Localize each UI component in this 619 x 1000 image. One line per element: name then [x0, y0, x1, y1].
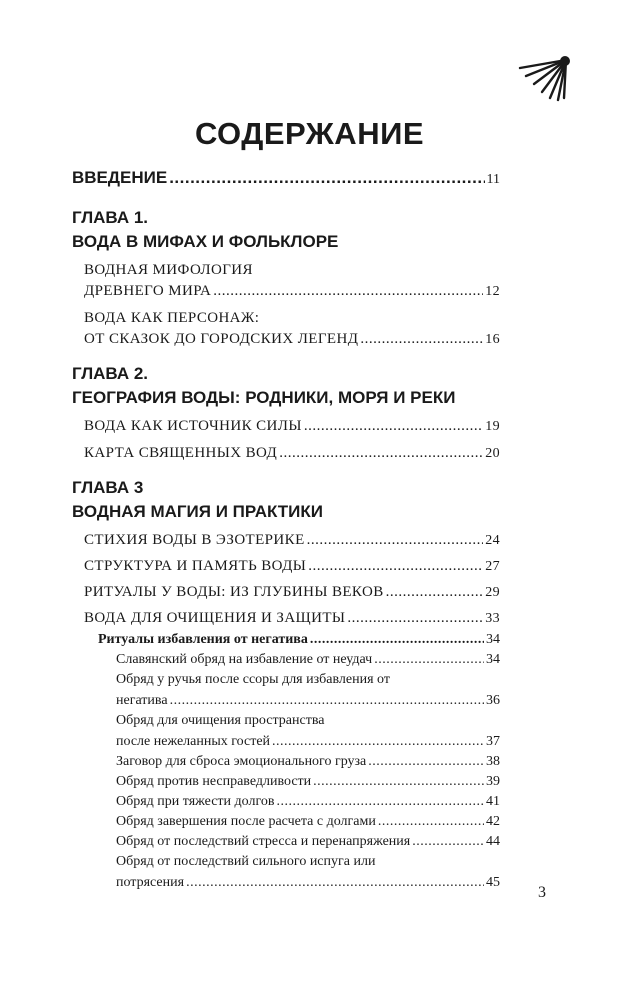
- chapter-title: ВОДНАЯ МАГИЯ И ПРАКТИКИ: [72, 502, 323, 521]
- sunburst-logo-icon: [518, 56, 570, 102]
- leader-dots: [310, 629, 484, 650]
- toc-page-number: 24: [485, 533, 500, 548]
- toc-entry-label: ВВЕДЕНИЕ: [72, 168, 168, 187]
- toc-entry-label: Обряд от последствий стресса и перенапряжения: [116, 834, 411, 849]
- toc-entry-label: ОТ СКАЗОК ДО ГОРОДСКИХ ЛЕГЕНД: [84, 331, 359, 347]
- toc-page-number: 34: [486, 652, 500, 667]
- chapter-number: ГЛАВА 3: [72, 478, 144, 497]
- toc-page-number: 39: [486, 774, 500, 789]
- toc-entry-label: Обряд против несправедливости: [116, 774, 312, 789]
- toc-item[interactable]: [72, 752, 500, 772]
- chapter-2-heading[interactable]: [72, 362, 500, 410]
- toc-page-number: 41: [486, 794, 500, 809]
- leader-dots: [368, 752, 484, 772]
- leader-dots: [276, 792, 484, 812]
- toc-item[interactable]: [72, 650, 500, 670]
- toc-entry-label: ВОДА КАК ИСТОЧНИК СИЛЫ: [84, 418, 302, 434]
- toc-entry-label: ВОДА КАК ПЕРСОНАЖ:: [84, 310, 260, 326]
- leader-dots: [313, 772, 484, 792]
- toc-item[interactable]: [72, 832, 500, 852]
- toc-entry-label: потрясения: [116, 875, 185, 890]
- toc-entry-label: СТРУКТУРА И ПАМЯТЬ ВОДЫ: [84, 558, 307, 574]
- toc-page-number: 27: [485, 559, 500, 574]
- toc-entry-label: Обряд завершения после расчета с долгами: [116, 814, 376, 829]
- toc-entry-label: КАРТА СВЯЩЕННЫХ ВОД: [84, 445, 278, 461]
- toc-page-number: 11: [486, 172, 500, 187]
- leader-dots: [307, 530, 484, 551]
- toc-page-number: 19: [485, 419, 500, 434]
- toc-subsection[interactable]: [72, 629, 500, 650]
- toc-item[interactable]: [72, 711, 500, 752]
- toc-entry[interactable]: [72, 416, 500, 437]
- chapter-title: ВОДА В МИФАХ И ФОЛЬКЛОРЕ: [72, 232, 339, 251]
- toc-page-number: 33: [485, 611, 500, 626]
- toc-entry[interactable]: [72, 530, 500, 551]
- toc-page-number: 16: [485, 332, 500, 347]
- leader-dots: [186, 872, 484, 893]
- toc-entry-label: Обряд при тяжести долгов: [116, 794, 275, 809]
- toc-entry-label: ВОДНАЯ МИФОЛОГИЯ: [84, 262, 253, 278]
- page-title: СОДЕРЖАНИЕ: [194, 116, 425, 151]
- leader-dots: [272, 731, 484, 752]
- toc-entry[interactable]: [72, 582, 500, 603]
- toc-entry[interactable]: [72, 260, 500, 302]
- toc-page-number: 29: [485, 585, 500, 600]
- toc-entry[interactable]: [72, 308, 500, 350]
- leader-dots: [378, 812, 484, 832]
- leader-dots: [412, 832, 484, 852]
- toc-entry-label: Обряд у ручья после ссоры для избавления от: [116, 672, 390, 687]
- toc-entry-label: Ритуалы избавления от негатива: [98, 632, 308, 647]
- table-of-contents: [72, 166, 500, 893]
- chapter-title: ГЕОГРАФИЯ ВОДЫ: РОДНИКИ, МОРЯ И РЕКИ: [72, 388, 456, 407]
- toc-entry-intro[interactable]: [72, 166, 500, 192]
- toc-item[interactable]: [72, 670, 500, 711]
- toc-entry-label: РИТУАЛЫ У ВОДЫ: ИЗ ГЛУБИНЫ ВЕКОВ: [84, 584, 384, 600]
- toc-entry-label: Обряд от последствий сильного испуга или: [116, 854, 376, 869]
- toc-entry-label: негатива: [116, 693, 168, 708]
- toc-entry-label: Заговор для сброса эмоционального груза: [116, 754, 367, 769]
- leader-dots: [170, 690, 484, 711]
- leader-dots: [308, 556, 483, 577]
- toc-item[interactable]: [72, 792, 500, 812]
- toc-entry-label: ДРЕВНЕГО МИРА: [84, 283, 212, 299]
- leader-dots: [347, 608, 483, 629]
- chapter-3-heading[interactable]: [72, 476, 500, 524]
- chapter-1-heading[interactable]: [72, 206, 500, 254]
- toc-page-number: 20: [485, 446, 500, 461]
- toc-page-number: 45: [486, 875, 500, 890]
- toc-item[interactable]: [72, 812, 500, 832]
- toc-entry-label: ВОДА ДЛЯ ОЧИЩЕНИЯ И ЗАЩИТЫ: [84, 610, 346, 626]
- toc-entry[interactable]: [72, 443, 500, 464]
- toc-item[interactable]: [72, 772, 500, 792]
- toc-page-number: 44: [486, 834, 500, 849]
- leader-dots: [360, 329, 483, 350]
- toc-entry[interactable]: [72, 608, 500, 629]
- page-number: 3: [538, 884, 546, 901]
- toc-page-number: 36: [486, 693, 500, 708]
- chapter-number: ГЛАВА 1.: [72, 208, 149, 227]
- toc-entry-label: Обряд для очищения пространства: [116, 713, 325, 728]
- toc-entry-label: СТИХИЯ ВОДЫ В ЭЗОТЕРИКЕ: [84, 532, 305, 548]
- leader-dots: [213, 281, 483, 302]
- toc-page-number: 37: [486, 734, 500, 749]
- toc-page-number: 34: [486, 632, 500, 647]
- leader-dots: [169, 166, 484, 190]
- toc-entry-label: Славянский обряд на избавление от неудач: [116, 652, 373, 667]
- toc-page-number: 38: [486, 754, 500, 769]
- toc-entry[interactable]: [72, 556, 500, 577]
- toc-item[interactable]: [72, 852, 500, 893]
- toc-entry-label: после нежеланных гостей: [116, 734, 271, 749]
- leader-dots: [374, 650, 484, 670]
- toc-page-number: 42: [486, 814, 500, 829]
- toc-page-number: 12: [485, 284, 500, 299]
- leader-dots: [304, 416, 483, 437]
- leader-dots: [279, 443, 483, 464]
- sun-core-icon: [560, 56, 570, 66]
- chapter-number: ГЛАВА 2.: [72, 364, 149, 383]
- leader-dots: [386, 582, 484, 603]
